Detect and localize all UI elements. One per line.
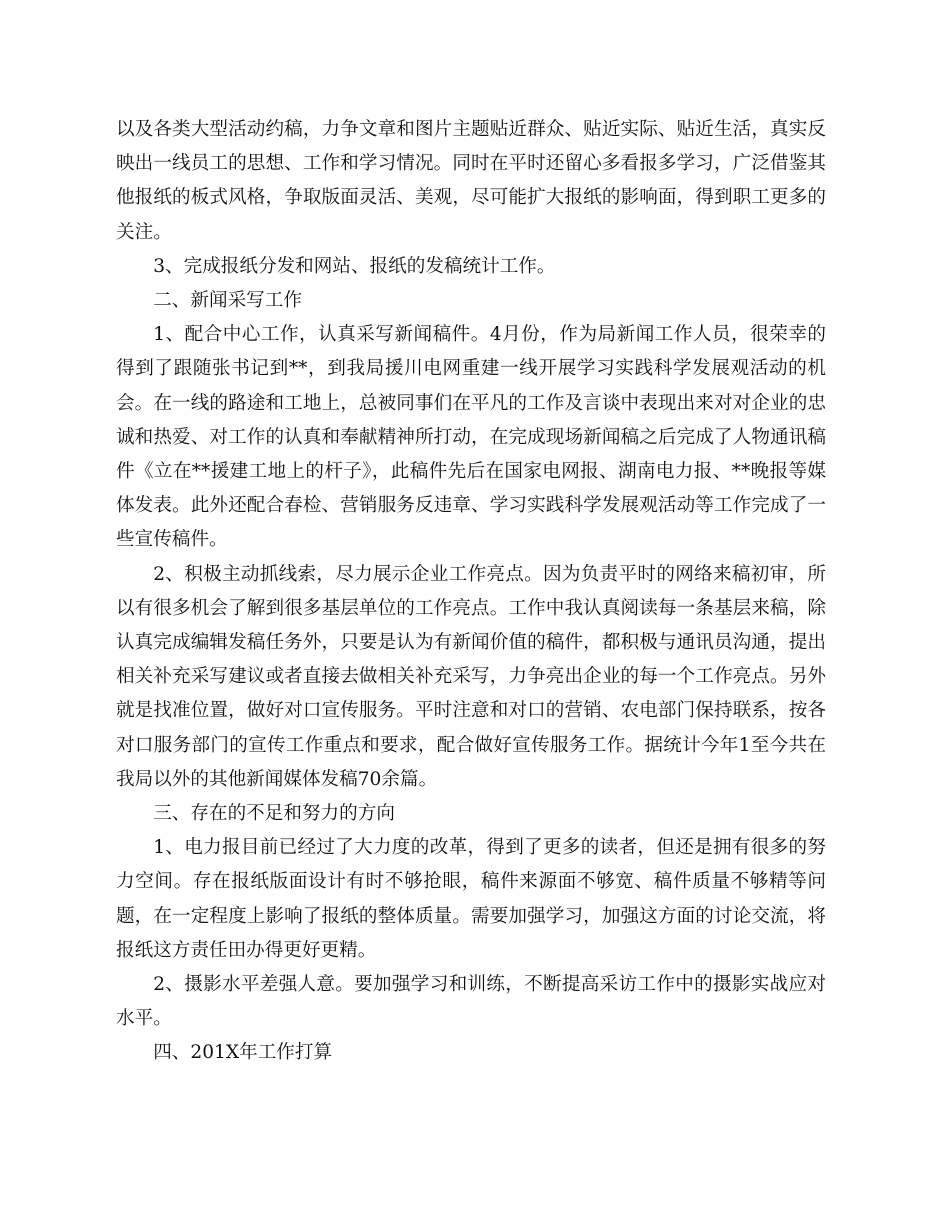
paragraph-news-item-1: 1、配合中心工作，认真采写新闻稿件。4月份，作为局新闻工作人员，很荣幸的得到了跟随张书记到**，到我局援川电网重建一线开展学习实践科学发展观活动的机会。在一线的路途和工地上，总被同事们在平凡的工作及言谈中表现出来对对企业的忠诚和热爱、对工作的认真和奉献精神所打动，在完成现场新闻稿之后完成了人物通讯稿件《立在**援建工地上的杆子》，此稿件先后在国家电网报、湖南电力报、**晚报等媒体发表。此外还配合春检、营销服务反违章、学习实践科学发展观活动等工作完成了一些宣传稿件。 bbox=[116, 324, 826, 551]
paragraph-item-3: 3、完成报纸分发和网站、报纸的发稿统计工作。 bbox=[153, 255, 556, 277]
section-heading-shortcomings: 三、存在的不足和努力的方向 bbox=[153, 803, 395, 825]
document-body bbox=[116, 113, 826, 1071]
paragraph-news-item-2: 2、积极主动抓线索，尽力展示企业工作亮点。因为负责平时的网络来稿初审，所以有很多机会了解到很多基层单位的工作亮点。工作中我认真阅读每一条基层来稿，除认真完成编辑发稿任务外，只要是认为有新闻价值的稿件，都积极与通讯员沟通，提出相关补充采写建议或者直接去做相关补充采写，力争亮出企业的每一个工作亮点。另外就是找准位置，做好对口宣传服务。平时注意和对口的营销、农电部门保持联系，按各对口服务部门的宣传工作重点和要求，配合做好宣传服务工作。据统计今年1至今共在我局以外的其他新闻媒体发稿70余篇。 bbox=[116, 563, 826, 790]
paragraph-shortcoming-2: 2、摄影水平差强人意。要加强学习和训练，不断提高采访工作中的摄影实战应对水平。 bbox=[116, 974, 826, 1030]
paragraph-shortcoming-1: 1、电力报目前已经过了大力度的改革，得到了更多的读者，但还是拥有很多的努力空间。存在报纸版面设计有时不够抢眼，稿件来源面不够宽、稿件质量不够精等问题，在一定程度上影响了报纸的整体质量。需要加强学习，加强这方面的讨论交流，将报纸这方责任田办得更好更精。 bbox=[116, 837, 826, 961]
paragraph-continuation: 以及各类大型活动约稿，力争文章和图片主题贴近群众、贴近实际、贴近生活，真实反映出一线员工的思想、工作和学习情况。同时在平时还留心多看报多学习，广泛借鉴其他报纸的板式风格，争取版面灵活、美观，尽可能扩大报纸的影响面，得到职工更多的关注。 bbox=[116, 119, 826, 243]
section-heading-work-plan: 四、201X年工作打算 bbox=[153, 1042, 333, 1064]
section-heading-news-writing: 二、新闻采写工作 bbox=[153, 290, 302, 312]
